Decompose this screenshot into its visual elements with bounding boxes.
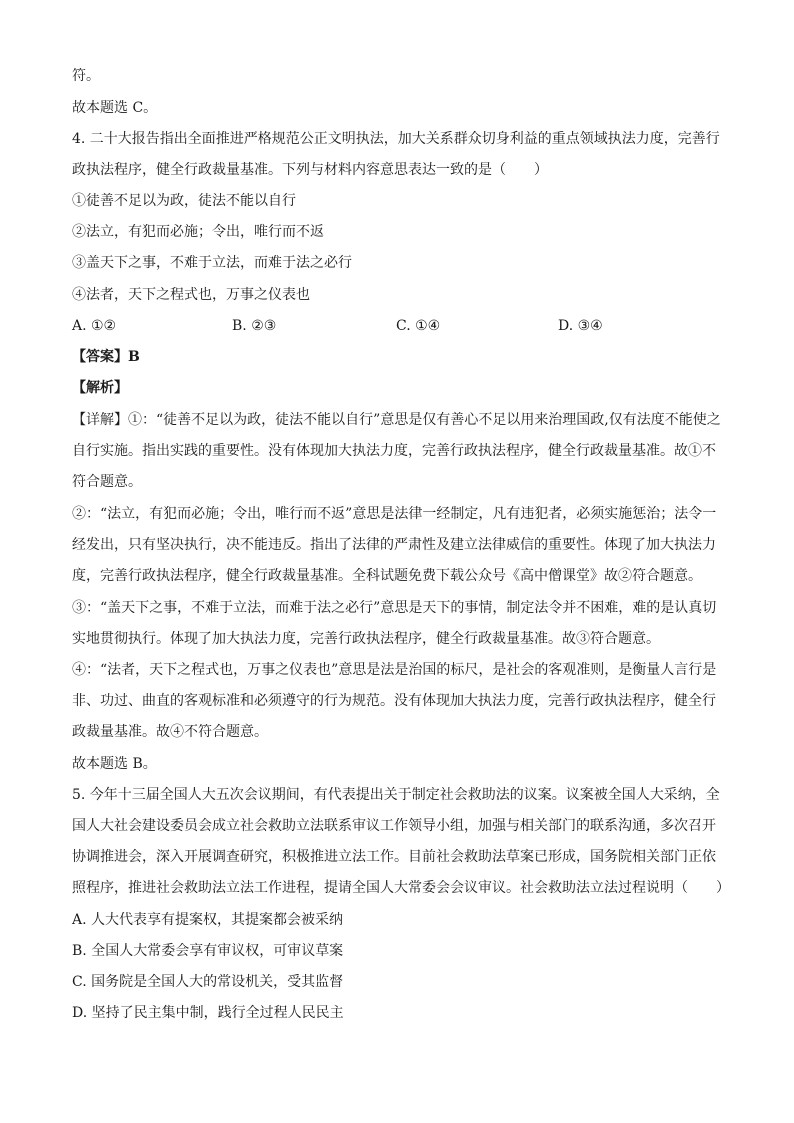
option-b: B. ②③ bbox=[232, 318, 277, 334]
analysis-label: 【解析】 bbox=[72, 380, 128, 396]
q5-option-c: C. 国务院是全国人大的常设机关，受其监督 bbox=[72, 974, 344, 990]
answer-label: 【答案】B bbox=[72, 349, 140, 365]
analysis-line: 符合题意。 bbox=[72, 474, 142, 490]
question-4-stem: 政执法程序，健全行政裁量基准。下列与材料内容意思表达一致的是（ ） bbox=[72, 162, 548, 178]
analysis-line: 【详解】①：“徒善不足以为政，徒法不能以自行”意思是仅有善心不足以用来治理国政,仅有法度不能使之 bbox=[72, 412, 721, 428]
text-line: 故本题选 C。 bbox=[72, 100, 158, 116]
option-d: D. ③④ bbox=[558, 318, 603, 334]
analysis-line: 经发出，只有坚决执行，决不能违反。指出了法律的严肃性及建立法律威信的重要性。体现了加大执法力 bbox=[72, 537, 716, 553]
option-a: A. ①② bbox=[72, 318, 117, 334]
question-5-stem: 协调推进会，深入开展调查研究，积极推进立法工作。目前社会救助法草案已形成，国务院相关部门正依 bbox=[72, 849, 716, 865]
analysis-line: 度，完善行政执法程序，健全行政裁量基准。全科试题免费下载公众号《高中僧课堂》故②符合题意。 bbox=[72, 568, 702, 584]
analysis-conclusion: 故本题选 B。 bbox=[72, 756, 157, 772]
question-4-stem: 4. 二十大报告指出全面推进严格规范公正文明执法，加大关系群众切身利益的重点领域执法力度，完善行 bbox=[72, 131, 720, 147]
analysis-line: 非、功过、曲直的客观标准和必须遵守的行为规范。没有体现加大执法力度，完善行政执法程序，健全行 bbox=[72, 693, 716, 709]
q5-option-a: A. 人大代表享有提案权，其提案都会被采纳 bbox=[72, 912, 344, 928]
question-4-options bbox=[72, 316, 732, 336]
question-5-stem: 照程序，推进社会救助法立法工作进程，提请全国人大常委会会议审议。社会救助法立法过程说明（ ） bbox=[72, 880, 730, 896]
text-line: 符。 bbox=[72, 68, 100, 84]
analysis-line: ②：“法立，有犯而必施；令出，唯行而不返”意思是法律一经制定，凡有违犯者，必须实施惩治；法令一 bbox=[72, 506, 717, 522]
analysis-line: 政裁量基准。故④不符合题意。 bbox=[72, 724, 268, 740]
q5-option-d: D. 坚持了民主集中制，践行全过程人民民主 bbox=[72, 1005, 344, 1021]
statement-2: ②法立，有犯而必施；令出，唯行而不返 bbox=[72, 224, 324, 240]
option-c: C. ①④ bbox=[396, 318, 441, 334]
statement-3: ③盖天下之事，不难于立法，而难于法之必行 bbox=[72, 255, 352, 271]
analysis-line: 自行实施。指出实践的重要性。没有体现加大执法力度，完善行政执法程序，健全行政裁量基准。故①不 bbox=[72, 443, 716, 459]
statement-4: ④法者，天下之程式也，万事之仪表也 bbox=[72, 287, 310, 303]
statement-1: ①徒善不足以为政，徒法不能以自行 bbox=[72, 193, 296, 209]
analysis-line: 实地贯彻执行。体现了加大执法力度，完善行政执法程序，健全行政裁量基准。故③符合题意。 bbox=[72, 631, 660, 647]
question-5-stem: 5. 今年十三届全国人大五次会议期间，有代表提出关于制定社会救助法的议案。议案被全国人大采纳，全 bbox=[72, 787, 720, 803]
analysis-line: ④：“法者，天下之程式也，万事之仪表也”意思是法是治国的标尺，是社会的客观准则，是衡量人言行是 bbox=[72, 662, 717, 678]
q5-option-b: B. 全国人大常委会享有审议权，可审议草案 bbox=[72, 943, 344, 959]
analysis-line: ③：“盖天下之事，不难于立法，而难于法之必行”意思是天下的事情，制定法令并不困难，难的是认真切 bbox=[72, 600, 717, 616]
question-5-stem: 国人大社会建设委员会成立社会救助立法联系审议工作领导小组，加强与相关部门的联系沟通，多次召开 bbox=[72, 818, 716, 834]
